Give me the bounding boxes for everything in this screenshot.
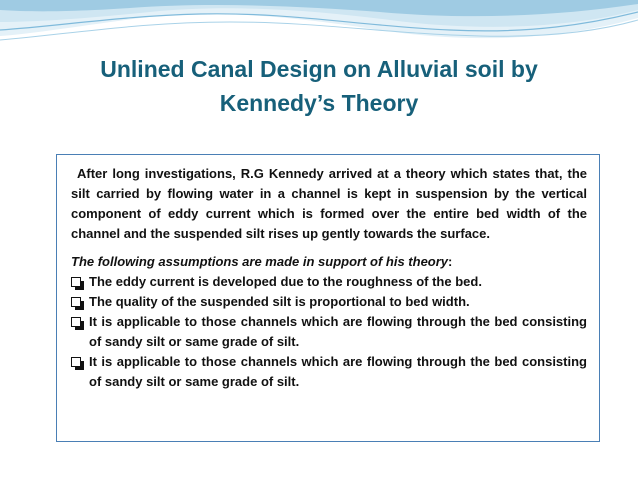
square-bullet-icon [71,357,81,367]
intro-paragraph: After long investigations, R.G Kennedy arrived at a theory which states that, the silt carried by flowing water in a channel is kept in suspension by the vertical component of eddy current which is formed over the entire bed width of the channel and the suspended silt rises up gently towards the surface. [71,166,587,241]
list-item-text: The quality of the suspended silt is proportional to bed width. [89,294,470,309]
slide-title-line2: Kennedy’s Theory [219,90,419,116]
assumptions-heading [71,252,587,272]
list-item-text: It is applicable to those channels which are flowing through the bed consisting of sandy silt or same grade of silt. [89,314,587,349]
list-item [71,352,587,392]
assumption-list [71,272,587,392]
list-item-text: It is applicable to those channels which are flowing through the bed consisting of sandy silt or same grade of silt. [89,354,587,389]
header-wave-decoration [0,0,638,60]
list-item-text: The eddy current is developed due to the roughness of the bed. [89,274,482,289]
slide-title [20,52,618,120]
square-bullet-icon [71,277,81,287]
list-item [71,312,587,352]
list-item [71,272,587,292]
slide-title-line1: Unlined Canal Design on Alluvial soil by [100,56,538,82]
assumptions-heading-colon: : [448,254,453,269]
list-item [71,292,587,312]
square-bullet-icon [71,317,81,327]
square-bullet-icon [71,297,81,307]
assumptions-heading-text: The following assumptions are made in support of his theory [71,254,449,269]
content-box [56,154,600,442]
